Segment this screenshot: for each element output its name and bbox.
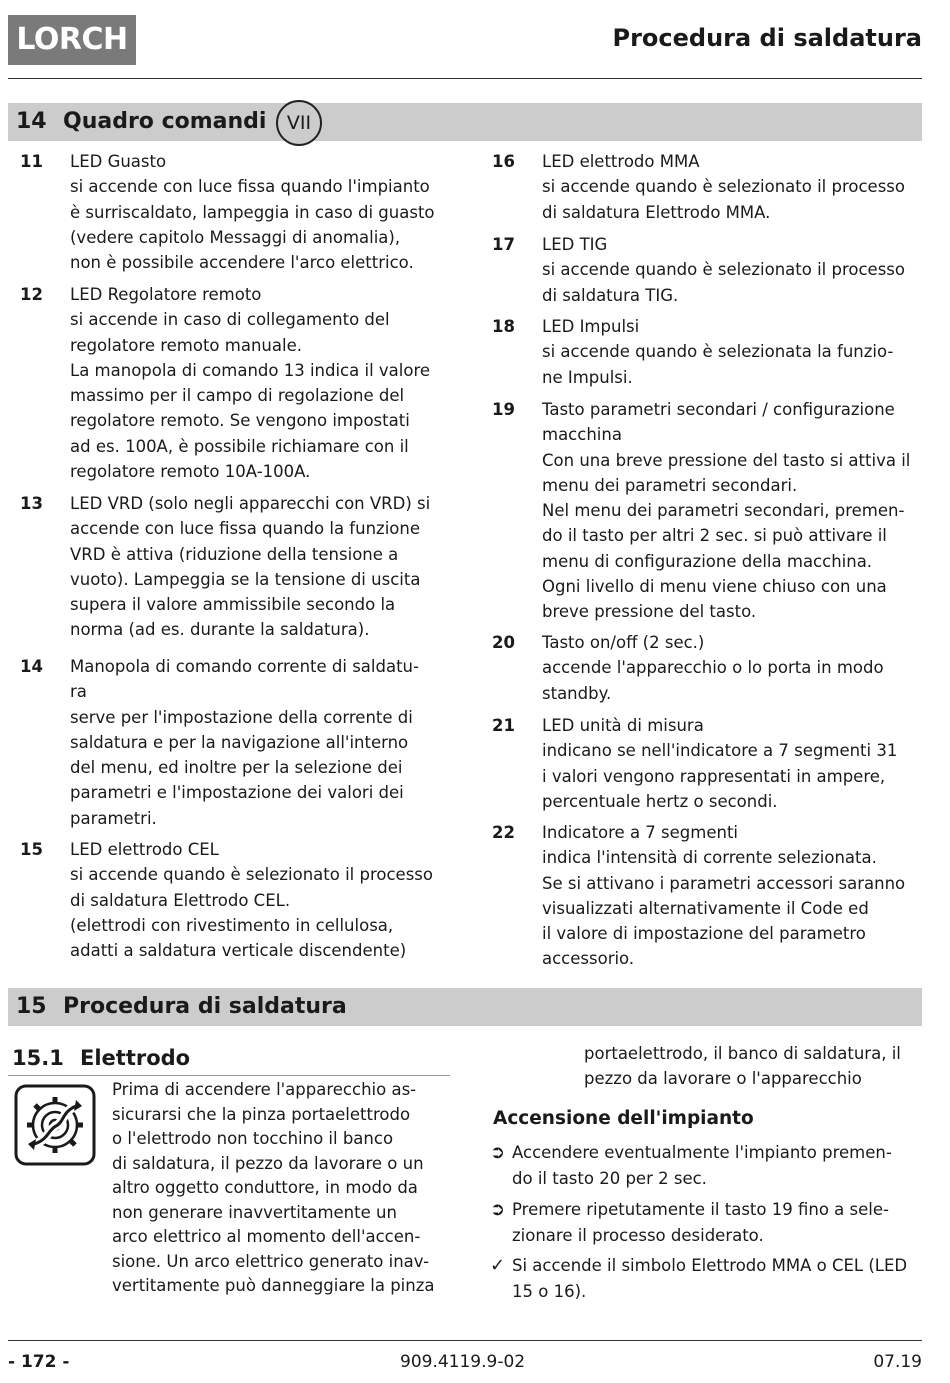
document-number: 909.4119.9-02 (400, 1352, 526, 1372)
section-number: 14 (16, 109, 47, 134)
item-text: Tasto on/off (2 sec.) accende l'apparecchio o lo porta in modo standby. (542, 633, 884, 703)
item-text: LED Regolatore remoto si accende in caso di collegamento del regolatore remoto manuale. La manopola di comando 13 indica il valore massimo per il campo di regolazione del regolatore remoto. Se vengono impostati ad es. 100A, è possibile richiamare con il regolatore remoto 10A-100A. (70, 285, 431, 482)
continued-paragraph: portaelettrodo, il banco di saldatura, il pezzo da lavorare o l'apparecchio (584, 1044, 901, 1088)
item-text: LED Impulsi si accende quando è selezionata la funzio- ne Impulsi. (542, 317, 894, 387)
step-text: Si accende il simbolo Elettrodo MMA o CEL (LED 15 o 16). (512, 1256, 908, 1301)
section-14-heading (8, 103, 922, 141)
item-number: 22 (492, 823, 515, 842)
result-step (490, 1253, 930, 1305)
item-text: Indicatore a 7 segmenti indica l'intensità di corrente selezionata. Se si attivano i parametri accessori saranno visualizzati alternativamente il Code ed il valore di impostazione del parametro accessorio. (542, 823, 906, 969)
item-text: LED Guasto si accende con luce fissa quando l'impianto è surriscaldato, lampeggia in caso di guasto (vedere capitolo Messaggi di anomalia), non è possibile accendere l'arco elettrico. (70, 152, 435, 273)
instruction-step (490, 1197, 930, 1249)
item-text: LED elettrodo MMA si accende quando è selezionato il processo di saldatura Elettrodo MMA. (542, 152, 905, 222)
manual-gear-warning-icon (14, 1084, 96, 1166)
item-number: 21 (492, 716, 515, 735)
arrow-icon: ➲ (490, 1199, 506, 1220)
item-number: 18 (492, 317, 515, 336)
item-number: 12 (20, 285, 43, 304)
section-title: Quadro comandi (63, 109, 267, 134)
item-number: 13 (20, 494, 43, 513)
item-number: 19 (492, 400, 515, 419)
step-text: Accendere eventualmente l'impianto premen- do il tasto 20 per 2 sec. (512, 1143, 892, 1188)
section-title: Procedura di saldatura (63, 994, 347, 1019)
subsection-title (12, 1046, 190, 1070)
item-text: LED VRD (solo negli apparecchi con VRD) si accende con luce fissa quando la funzione VRD è attiva (riduzione della tensione a vuoto). Lampeggia se la tensione di uscita supera il valore ammissibile secondo la norma (ad es. durante la saldatura). (70, 494, 431, 640)
section-number: 15 (16, 994, 47, 1019)
item-number: 20 (492, 633, 515, 652)
lorch-logo: LORCH (8, 15, 136, 65)
item-number: 11 (20, 152, 43, 171)
step-text: Premere ripetutamente il tasto 19 fino a sele- zionare il processo desiderato. (512, 1200, 889, 1245)
subsection-divider (8, 1075, 450, 1076)
header-divider (8, 78, 922, 79)
document-date: 07.19 (873, 1352, 922, 1372)
item-number: 15 (20, 840, 43, 859)
item-text: LED elettrodo CEL si accende quando è selezionato il processo di saldatura Elettrodo CEL. (elettrodi con rivestimento in cellulosa, adatti a saldatura verticale discendente) (70, 840, 433, 961)
item-text: Manopola di comando corrente di saldatu- ra serve per l'impostazione della corrente di saldatura e per la navigazione all'interno del menu, ed inoltre per la selezione dei parametri e l'impostazione dei valori dei parametri. (70, 657, 419, 828)
page-number: - 172 - (8, 1352, 70, 1372)
roman-numeral-badge: VII (276, 100, 322, 146)
section-15-heading (8, 988, 922, 1026)
subsection-name: Elettrodo (80, 1046, 191, 1070)
footer-divider (8, 1340, 922, 1341)
item-number: 14 (20, 657, 43, 676)
subheading: Accensione dell'impianto (493, 1108, 754, 1129)
instruction-step (490, 1140, 930, 1192)
item-text: Tasto parametri secondari / configurazione macchina Con una breve pressione del tasto si attiva il menu dei parametri secondari. Nel menu dei parametri secondari, premen- do il tasto per altri 2 sec. si può attivare il menu di configurazione della macchina. Ogni livello di menu viene chiuso con una breve pressione del tasto. (542, 400, 911, 622)
page-header-title: Procedura di saldatura (612, 24, 922, 52)
warning-paragraph: Prima di accendere l'apparecchio as- sicurarsi che la pinza portaelettrodo o l'elettrodo non tocchino il banco di saldatura, il pezzo da lavorare o un altro oggetto conduttore, in modo da non generare inavvertitamente un arco elettrico al momento dell'accen- sione. Un arco elettrico generato inav- vertitamente può danneggiare la pinza (112, 1080, 435, 1295)
subsection-number: 15.1 (12, 1046, 64, 1070)
item-text: LED TIG si accende quando è selezionato il processo di saldatura TIG. (542, 235, 905, 305)
item-text: LED unità di misura indicano se nell'indicatore a 7 segmenti 31 i valori vengono rappresentati in ampere, percentuale hertz o secondi. (542, 716, 898, 811)
arrow-icon: ➲ (490, 1142, 506, 1163)
item-number: 16 (492, 152, 515, 171)
item-number: 17 (492, 235, 515, 254)
checkmark-icon: ✓ (490, 1255, 506, 1276)
